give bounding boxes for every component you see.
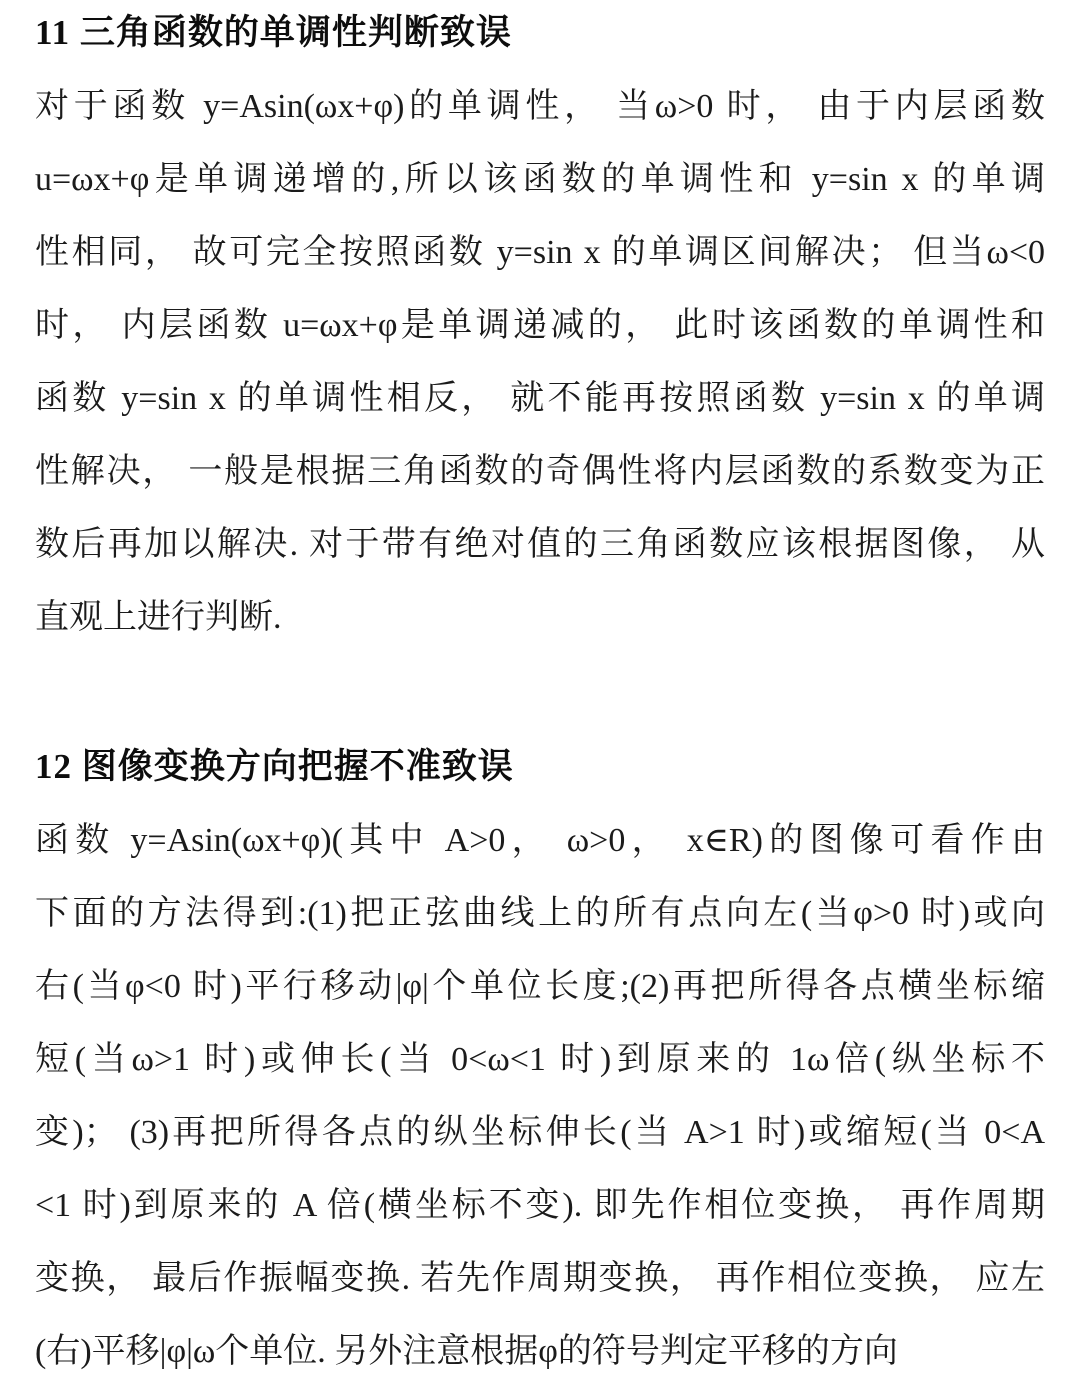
text-line: 性相同， 故可完全按照函数 y=sin x 的单调区间解决； 但当ω<0 [35, 234, 1045, 271]
text-line: 函数 y=Asin(ωx+φ)(其中 A>0， ω>0， x∈R)的图像可看作由 [35, 822, 1045, 859]
text-line: 性解决， 一般是根据三角函数的奇偶性将内层函数的系数变为正 [35, 453, 1045, 490]
section-12-title: 12 图像变换方向把握不准致误 [35, 747, 514, 786]
text-line: 函数 y=sin x 的单调性相反， 就不能再按照函数 y=sin x 的单调 [35, 380, 1045, 417]
text-line: 对于函数 y=Asin(ωx+φ)的单调性， 当ω>0 时， 由于内层函数 [35, 88, 1045, 125]
text-line: 右(当φ<0 时)平行移动|φ|个单位长度;(2)再把所得各点横坐标缩 [35, 968, 1045, 1005]
text-line: 短(当ω>1 时)或伸长(当 0<ω<1 时)到原来的 1ω倍(纵坐标不 [35, 1041, 1045, 1078]
document-page [35, 5, 1045, 1388]
section-12-paragraph [35, 804, 1045, 1388]
section-11-title: 11 三角函数的单调性判断致误 [35, 13, 512, 52]
text-line: 时， 内层函数 u=ωx+φ是单调递减的， 此时该函数的单调性和 [35, 307, 1045, 344]
text-line: 数后再加以解决. 对于带有绝对值的三角函数应该根据图像， 从 [35, 526, 1045, 563]
text-line: 下面的方法得到:(1)把正弦曲线上的所有点向左(当φ>0 时)或向 [35, 895, 1045, 932]
text-line: u=ωx+φ是单调递增的,所以该函数的单调性和 y=sin x 的单调 [35, 161, 1045, 198]
section-11-paragraph [35, 70, 1045, 654]
text-line: <1 时)到原来的 A 倍(横坐标不变). 即先作相位变换， 再作周期 [35, 1187, 1045, 1224]
text-line: 变换， 最后作振幅变换. 若先作周期变换， 再作相位变换， 应左 [35, 1260, 1045, 1297]
text-line: 变)； (3)再把所得各点的纵坐标伸长(当 A>1 时)或缩短(当 0<A [35, 1114, 1045, 1151]
text-line: 直观上进行判断. [35, 599, 282, 636]
text-line: (右)平移|φ|ω个单位. 另外注意根据φ的符号判定平移的方向 [35, 1333, 898, 1370]
